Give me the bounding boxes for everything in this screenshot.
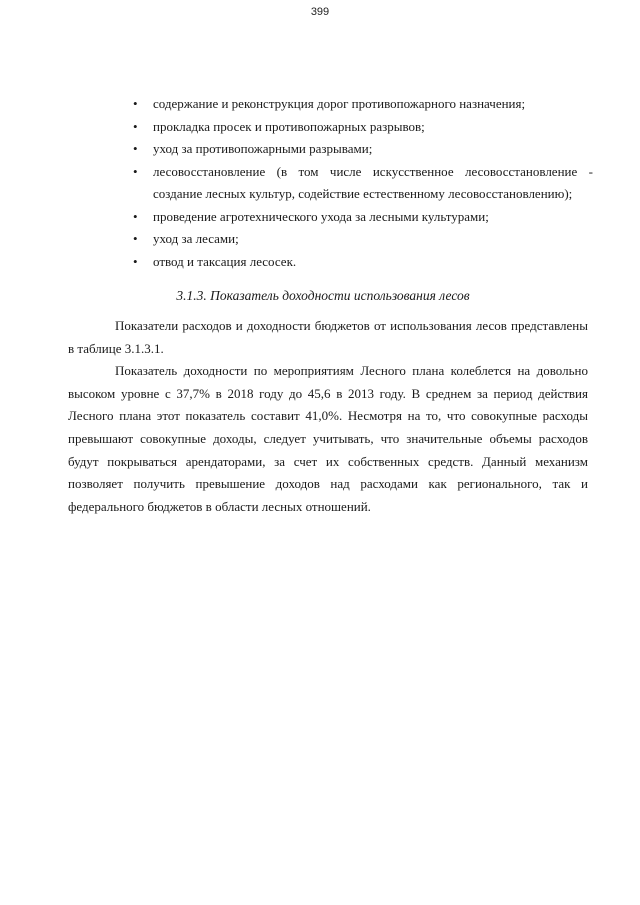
paragraph: Показатель доходности по мероприятиям Лесного плана колеблется на довольно высоком уровне с 37,7% в 2018 году до 45,6 в 2013 году. В среднем за период действия Лесного плана этот показатель составит 41,0%. Несмотря на то, что совокупные расходы превышают совокупные доходы, следует учитывать, что значительные объемы расходов будут покрываться арендаторами, за счет их собственных средств. Данный механизм позволяет получить превышение доходов над расходами как регионального, так и федерального бюджетов в области лесных отношений. (68, 363, 588, 514)
list-item (121, 116, 593, 139)
bullet-icon: • (133, 118, 138, 134)
bullet-icon: • (133, 253, 138, 269)
list-item-text: отвод и таксация лесосек. (153, 253, 297, 269)
list-item-text: прокладка просек и противопожарных разрывов; (153, 118, 425, 134)
list-item (121, 251, 593, 274)
list-item-text: уход за противопожарными разрывами; (153, 141, 373, 156)
list-item-text: уход за лесами; (153, 231, 239, 246)
list-item-text: содержание и реконструкция дорог противопожарного назначения; (153, 96, 526, 111)
bullet-icon: • (133, 96, 138, 111)
body-text (68, 315, 588, 518)
bullet-icon: • (133, 208, 138, 224)
list-item (121, 228, 593, 251)
list-item (121, 138, 593, 161)
bullet-icon: • (133, 163, 138, 179)
list-item-text: проведение агротехнического ухода за лесными культурами; (153, 208, 489, 224)
section-heading: 3.1.3. Показатель доходности использования лесов (176, 288, 470, 303)
bullet-icon: • (133, 231, 138, 246)
list-item-text: лесовосстановление (в том числе искусственное лесовосстановление - создание лесных культур, содействие естественному лесовосстановлению); (153, 163, 593, 201)
list-item (121, 161, 593, 206)
bullet-list (121, 93, 593, 273)
page-number: 399 (310, 6, 330, 18)
paragraph: Показатели расходов и доходности бюджетов от использования лесов представлены в таблице 3.1.3.1. (68, 318, 588, 356)
list-item (121, 206, 593, 229)
list-item (121, 93, 593, 116)
bullet-icon: • (133, 141, 138, 156)
